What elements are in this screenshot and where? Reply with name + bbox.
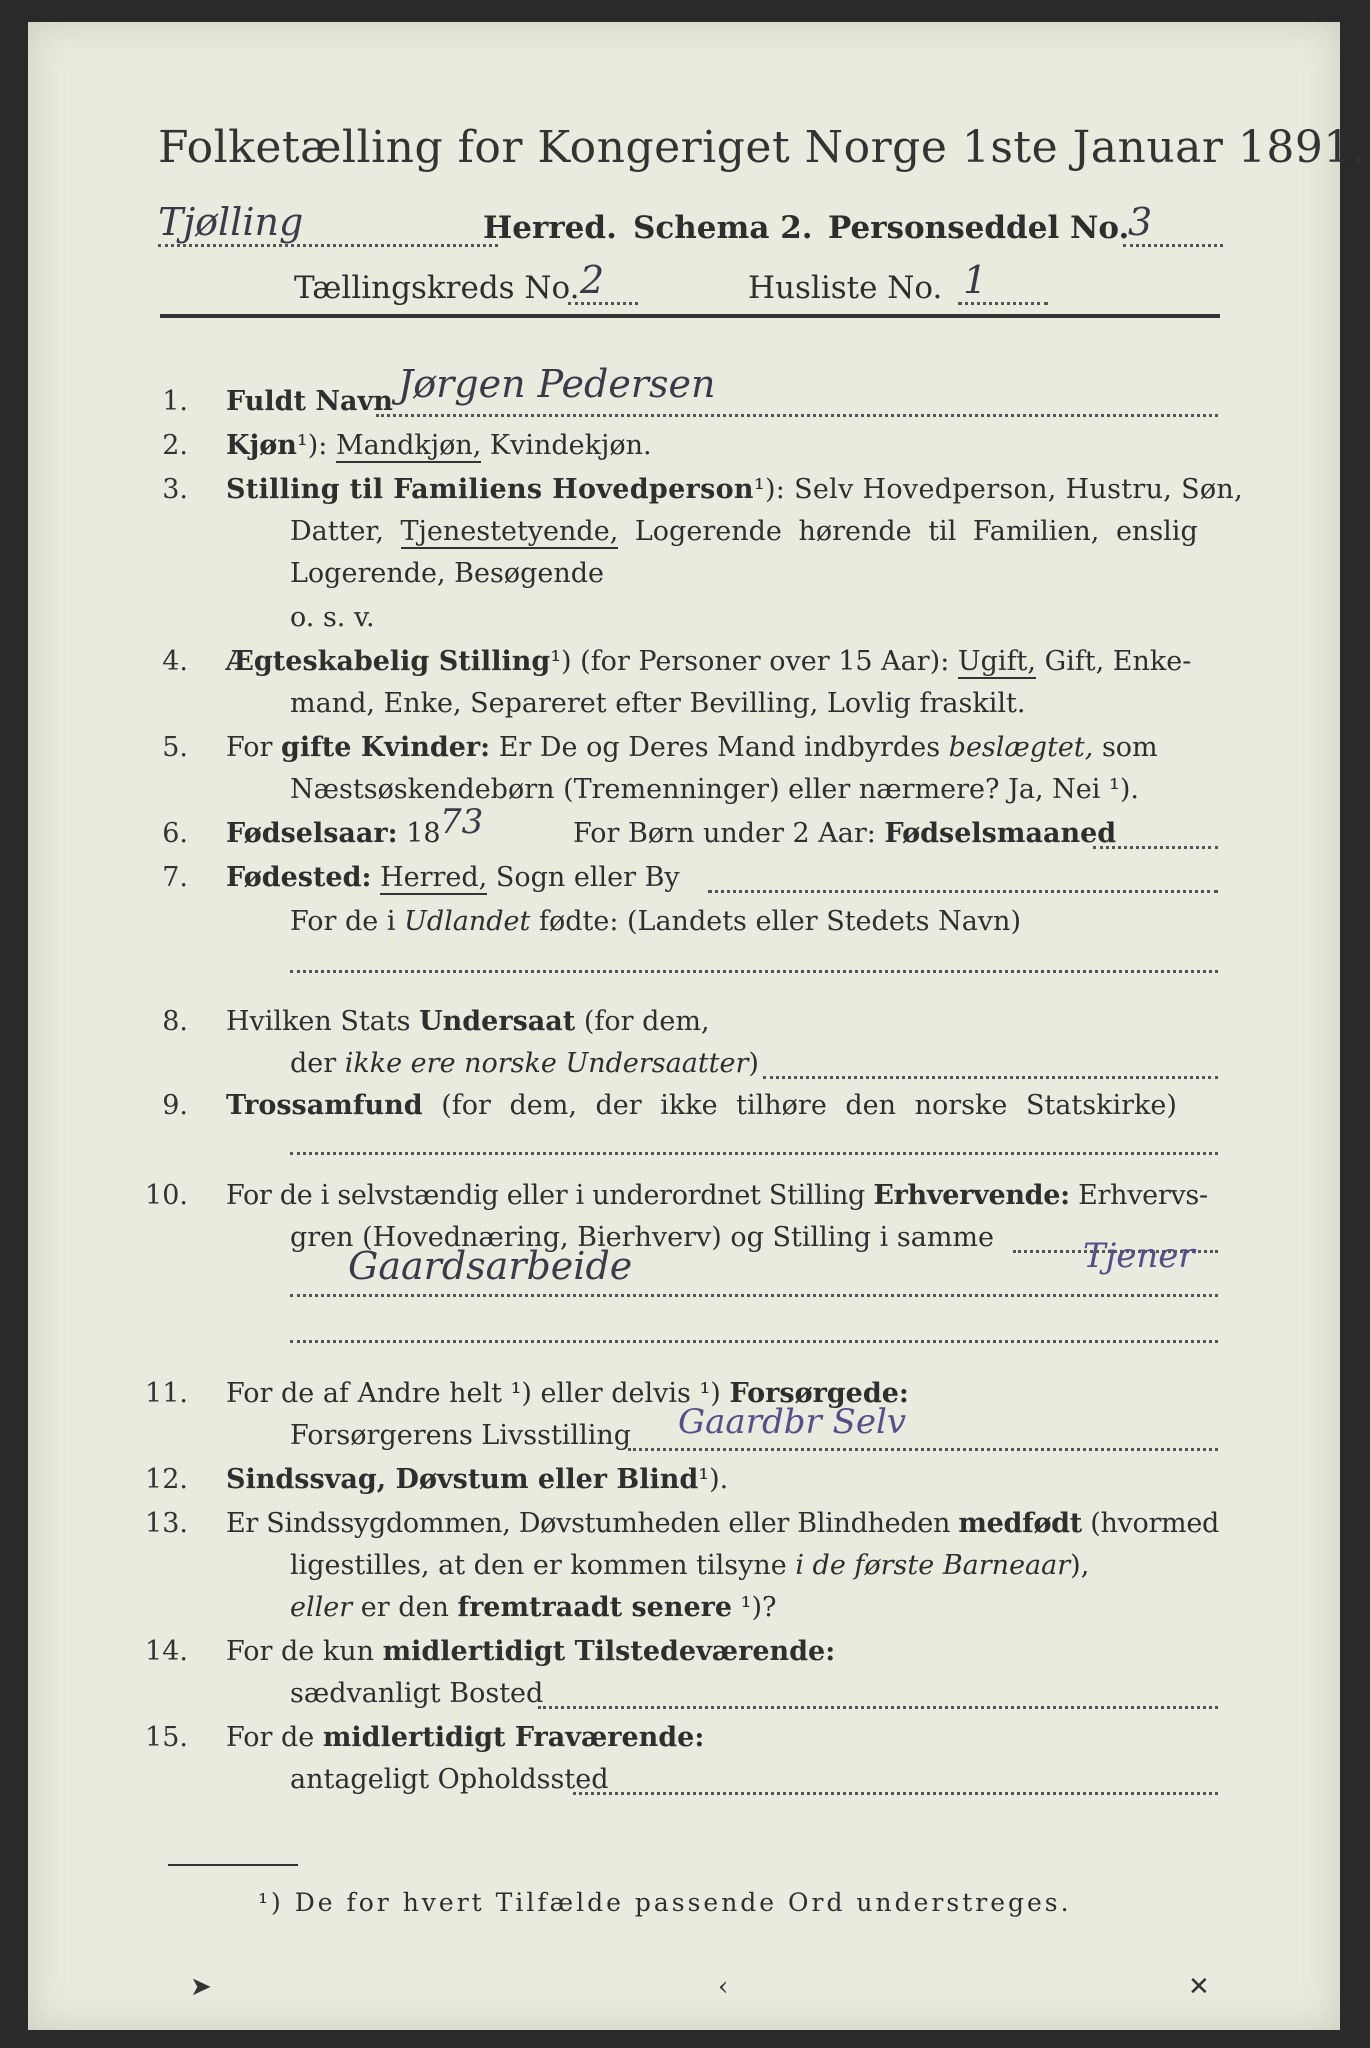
husliste-dotted-line <box>958 302 1048 305</box>
item-number-4: 4. <box>162 646 188 677</box>
q6-birthyear-handwritten: 73 <box>440 802 484 842</box>
item-number-14: 14. <box>145 1636 188 1667</box>
q11-answer-provider: Gaardbr Selv <box>678 1402 907 1442</box>
q13-line1: Er Sindssygdommen, Døvstumheden eller Blindheden medfødt (hvormed <box>226 1508 1220 1539</box>
item-number-9: 9. <box>162 1090 188 1121</box>
q14-line2: sædvanligt Bosted <box>290 1678 544 1709</box>
item-number-8: 8. <box>162 1006 188 1037</box>
q3-line2: Datter, Tjenestetyende, Logerende hørende til Familien, enslig <box>290 516 1198 547</box>
item-number-12: 12. <box>145 1464 188 1495</box>
personseddel-number: 3 <box>1128 200 1153 244</box>
item-number-2: 2. <box>162 430 188 461</box>
item-number-7: 7. <box>162 862 188 893</box>
punch-mark-left: ➤ <box>190 1972 212 2002</box>
item-number-5: 5. <box>162 732 188 763</box>
q6-birthyear-label: Fødselsaar: 18 <box>226 818 441 849</box>
punch-mark-right: ✕ <box>1188 1972 1210 2002</box>
q7-line1: Fødested: Herred, Sogn eller By <box>226 862 680 893</box>
personseddel-label: Personseddel No. <box>828 210 1130 246</box>
q4-line2: mand, Enke, Separeret efter Bevilling, Lovlig fraskilt. <box>290 688 1026 719</box>
q14-line1: For de kun midlertidigt Tilstedeværende: <box>226 1636 836 1667</box>
kreds-number: 2 <box>580 258 605 302</box>
item-number-13: 13. <box>145 1508 188 1539</box>
punch-mark-center: ‹ <box>718 1972 729 2002</box>
kreds-dotted-line <box>568 302 638 305</box>
q7-herred-underlined: Herred, <box>380 862 488 893</box>
q3-line3: Logerende, Besøgende <box>290 558 604 589</box>
q6-dotted-line <box>1093 846 1218 849</box>
q13-line3: eller er den fremtraadt senere ¹)? <box>290 1592 777 1623</box>
footnote-rule <box>168 1864 298 1866</box>
schema-label: Schema 2. <box>633 210 813 246</box>
q4-line1: Ægteskabelig Stilling¹) (for Personer over 15 Aar): Ugift, Gift, Enke- <box>226 646 1192 677</box>
husliste-number: 1 <box>963 258 988 302</box>
herred-handwritten: Tjølling <box>158 200 304 244</box>
footnote-text: ¹) De for hvert Tilfælde passende Ord understreges. <box>258 1888 1072 1917</box>
q7-dotted-line-2 <box>290 970 1218 973</box>
q3-tjenestetyende-underlined: Tjenestetyende, <box>400 516 619 547</box>
item-number-3: 3. <box>162 474 188 505</box>
personseddel-dotted-line <box>1123 244 1223 247</box>
q10-dotted-line-2 <box>290 1294 1218 1297</box>
q10-answer-occupation: Gaardsarbeide <box>348 1244 633 1288</box>
q9-line1: Trossamfund (for dem, der ikke tilhøre den norske Statskirke) <box>226 1090 1177 1121</box>
husliste-label: Husliste No. <box>748 270 943 306</box>
q3-line4: o. s. v. <box>290 602 375 633</box>
q11-line2: Forsørgerens Livsstilling <box>290 1420 632 1451</box>
form-title: Folketælling for Kongeriget Norge 1ste Januar 1891. <box>158 122 1367 173</box>
q6-birthmonth-label: For Børn under 2 Aar: Fødselsmaaned <box>573 818 1117 849</box>
q8-dotted-line <box>763 1076 1218 1079</box>
q3-line1: Stilling til Familiens Hovedperson¹): Selv Hovedperson, Hustru, Søn, <box>226 474 1243 505</box>
herred-label: Herred. <box>483 210 617 246</box>
item-number-6: 6. <box>162 818 188 849</box>
q10-dotted-line-3 <box>290 1340 1218 1343</box>
q1-answer-name: Jørgen Pedersen <box>398 362 716 406</box>
q8-line1: Hvilken Stats Undersaat (for dem, <box>226 1006 710 1037</box>
q1-label: Fuldt Navn <box>226 386 393 417</box>
q7-line2: For de i Udlandet fødte: (Landets eller Stedets Navn) <box>290 906 1021 937</box>
q12-line1: Sindssvag, Døvstum eller Blind¹). <box>226 1464 729 1495</box>
q10-answer-position: Tjener <box>1083 1236 1195 1276</box>
q14-dotted-line <box>538 1706 1218 1709</box>
q11-dotted-line <box>628 1448 1218 1451</box>
q9-dotted-line <box>290 1152 1218 1155</box>
q5-line1: For gifte Kvinder: Er De og Deres Mand indbyrdes beslægtet, som <box>226 732 1158 763</box>
q2-mandkjon-underlined: Mandkjøn, <box>335 430 482 461</box>
q15-dotted-line <box>573 1792 1218 1795</box>
census-form-sheet <box>28 22 1367 2030</box>
kreds-label: Tællingskreds No. <box>294 270 580 306</box>
q15-line1: For de midlertidigt Fraværende: <box>226 1722 705 1753</box>
q8-line2: der ikke ere norske Undersaatter) <box>290 1048 759 1079</box>
q15-line2: antageligt Opholdssted <box>290 1764 609 1795</box>
q11-line1: For de af Andre helt ¹) eller delvis ¹) Forsørgede: <box>226 1378 909 1409</box>
q7-dotted-line-1 <box>708 890 1218 893</box>
item-number-10: 10. <box>145 1180 188 1211</box>
q4-ugift-underlined: Ugift, <box>957 646 1036 677</box>
item-number-15: 15. <box>145 1722 188 1753</box>
q1-dotted-line <box>376 414 1218 417</box>
q10-line2: gren (Hovednæring, Bierhverv) og Stilling i samme <box>290 1222 995 1253</box>
q2-text: Kjøn¹): Mandkjøn, Kvindekjøn. <box>226 430 652 461</box>
herred-dotted-line <box>158 244 498 247</box>
header-divider <box>160 314 1220 318</box>
item-number-1: 1. <box>162 386 188 417</box>
q5-line2: Næstsøskendebørn (Tremenninger) eller nærmere? Ja, Nei ¹). <box>290 774 1139 805</box>
q10-line1: For de i selvstændig eller i underordnet Stilling Erhvervende: Erhvervs- <box>226 1180 1208 1211</box>
item-number-11: 11. <box>145 1378 188 1409</box>
q13-line2: ligestilles, at den er kommen tilsyne i de første Barneaar), <box>290 1550 1090 1581</box>
